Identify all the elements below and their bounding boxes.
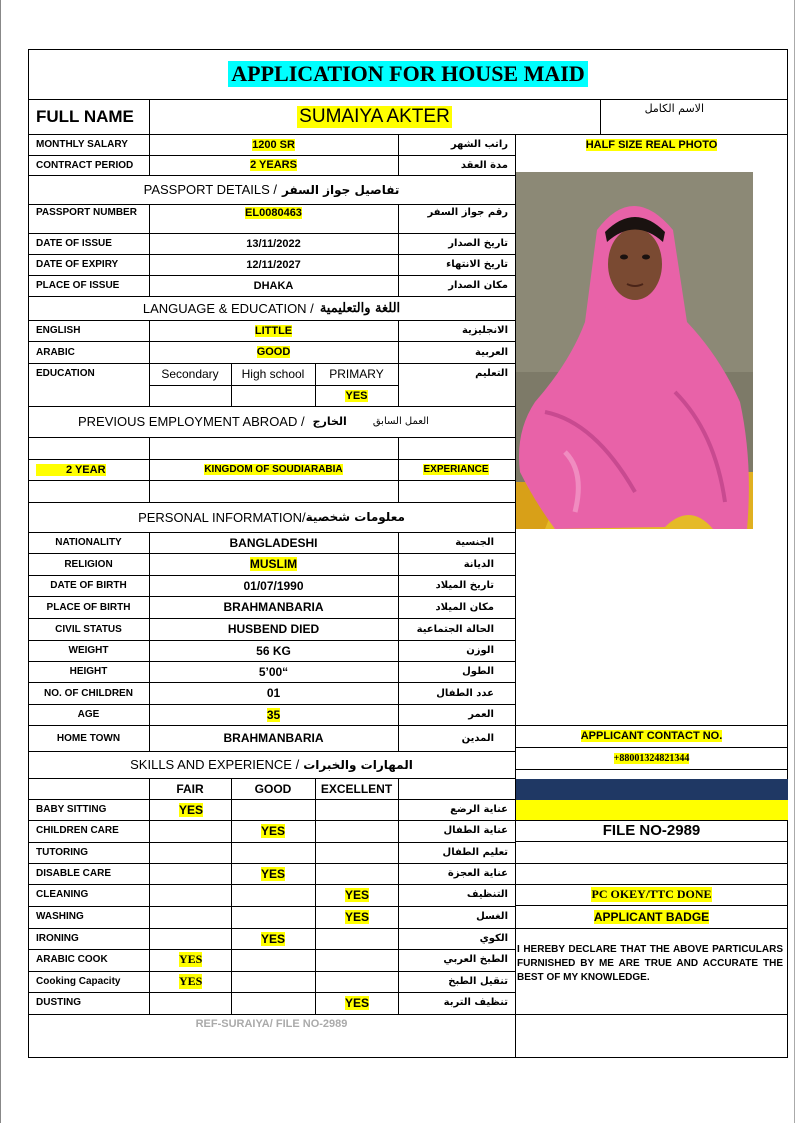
passport-row-label: PLACE OF ISSUE bbox=[36, 280, 120, 291]
grid-line bbox=[28, 155, 515, 156]
pc-status-cell bbox=[515, 884, 788, 905]
personal-row-arabic: الوزن bbox=[466, 645, 494, 656]
skill-rating-cell bbox=[149, 884, 231, 905]
personal-row-value-cell bbox=[149, 575, 398, 596]
contract-arabic: مدة العقد bbox=[460, 159, 508, 171]
contract-value: 2 YEARS bbox=[250, 159, 297, 171]
skill-rating-cell bbox=[315, 863, 398, 884]
passport-row-value-cell bbox=[149, 204, 398, 233]
grid-line bbox=[28, 884, 515, 885]
grid-line bbox=[28, 949, 515, 950]
skill-row-arabic: عناية الطفال bbox=[443, 825, 508, 836]
grid-line bbox=[28, 751, 515, 752]
grid-line bbox=[149, 437, 150, 502]
grid-line bbox=[28, 553, 515, 554]
grid-line bbox=[398, 437, 399, 502]
grid-line bbox=[28, 971, 515, 972]
grid-line bbox=[28, 320, 515, 321]
skill-rating-cell bbox=[231, 928, 315, 949]
skill-rating-excellent: YES bbox=[345, 995, 370, 1010]
grid-line bbox=[149, 99, 150, 134]
grid-line bbox=[28, 682, 515, 683]
employment-type-cell bbox=[398, 459, 514, 480]
grid-line bbox=[515, 841, 788, 842]
passport-header-en: PASSPORT DETAILS / bbox=[143, 182, 278, 197]
passport-row-arabic: رقم جواز السفر bbox=[427, 207, 508, 218]
grid-line bbox=[231, 363, 232, 406]
arabic-lang-value: GOOD bbox=[256, 346, 291, 358]
passport-row-value-cell bbox=[149, 254, 398, 275]
skill-rating-cell bbox=[149, 820, 231, 841]
grid-line bbox=[398, 778, 399, 1014]
grid-line bbox=[28, 575, 515, 576]
personal-row-value-cell bbox=[149, 682, 398, 704]
grid-line bbox=[28, 406, 515, 407]
skill-rating-fair: YES bbox=[179, 802, 204, 817]
skill-rating-cell bbox=[231, 820, 315, 841]
employment-period: 2 YEAR bbox=[36, 464, 106, 476]
personal-row-value-cell bbox=[149, 725, 398, 751]
personal-row-value-cell bbox=[149, 553, 398, 575]
skill-row-label: DISABLE CARE bbox=[36, 868, 112, 879]
skill-rating-good: YES bbox=[261, 866, 286, 881]
personal-row-label: DATE OF BIRTH bbox=[50, 580, 127, 591]
skill-rating-cell bbox=[231, 906, 315, 927]
passport-row-label: DATE OF EXPIRY bbox=[36, 259, 119, 270]
skill-row-label: ARABIC COOK bbox=[36, 954, 108, 965]
grid-line bbox=[28, 906, 515, 907]
skill-rating-cell bbox=[149, 842, 231, 863]
personal-row-label: NO. OF CHILDREN bbox=[44, 687, 133, 699]
grid-line bbox=[28, 459, 515, 460]
grid-line bbox=[28, 596, 515, 597]
personal-row-value: 5’00“ bbox=[258, 664, 289, 679]
skill-rating-cell bbox=[231, 971, 315, 992]
applicant-badge: APPLICANT BADGE bbox=[593, 910, 710, 924]
personal-row-value: BANGLADESHI bbox=[229, 535, 318, 550]
skill-row-label: BABY SITTING bbox=[36, 804, 107, 815]
grid-line bbox=[28, 661, 515, 662]
education-level-high-school: High school bbox=[241, 367, 305, 381]
skill-rating-cell bbox=[315, 884, 398, 905]
grid-line bbox=[28, 437, 515, 438]
skill-rating-cell bbox=[149, 992, 231, 1013]
contact-label-cell bbox=[515, 725, 788, 747]
salary-cell bbox=[149, 134, 398, 155]
skills-header-en: SKILLS AND EXPERIENCE / bbox=[130, 757, 300, 772]
passport-header bbox=[28, 175, 515, 204]
grid-line bbox=[231, 778, 232, 1014]
grid-line bbox=[28, 296, 515, 297]
passport-row-label: PASSPORT NUMBER bbox=[36, 207, 137, 218]
passport-row-value: 12/11/2027 bbox=[246, 258, 301, 271]
education-label: EDUCATION bbox=[36, 368, 95, 379]
employment-header-en: PREVIOUS EMPLOYMENT ABROAD / bbox=[78, 414, 305, 429]
education-level-primary: PRIMARY bbox=[329, 367, 384, 381]
skill-rating-cell bbox=[231, 992, 315, 1013]
grid-line bbox=[515, 863, 788, 864]
language-header-en: LANGUAGE & EDUCATION / bbox=[142, 300, 314, 316]
page-title: APPLICATION FOR HOUSE MAID bbox=[228, 61, 587, 87]
salary-label: MONTHLY SALARY bbox=[36, 139, 128, 150]
employment-header bbox=[78, 406, 515, 437]
skill-rating-cell bbox=[315, 842, 398, 863]
grid-line bbox=[28, 992, 515, 993]
grid-line bbox=[28, 275, 515, 276]
skill-rating-cell bbox=[231, 799, 315, 820]
personal-row-value: 01 bbox=[266, 686, 281, 700]
personal-row-value-cell bbox=[149, 618, 398, 640]
grid-line bbox=[149, 320, 150, 406]
grid-line bbox=[28, 134, 788, 135]
personal-row-arabic: الحالة الجتماعية bbox=[416, 623, 494, 635]
full-name-label: FULL NAME bbox=[36, 106, 134, 126]
skill-row-arabic: عناية الرضع bbox=[450, 804, 508, 815]
personal-row-value: 35 bbox=[266, 707, 281, 722]
contract-label: CONTRACT PERIOD bbox=[36, 159, 134, 171]
applicant-photo bbox=[515, 172, 753, 529]
skill-row-arabic: الكوي bbox=[479, 933, 508, 944]
grid-line bbox=[149, 134, 150, 175]
salary-value: 1200 SR bbox=[252, 138, 295, 151]
grid-line bbox=[28, 799, 515, 800]
passport-row-arabic: مكان الصدار bbox=[448, 280, 508, 291]
education-arabic: التعليم bbox=[475, 367, 508, 379]
skill-rating-good: YES bbox=[261, 931, 286, 946]
skill-rating-cell bbox=[231, 949, 315, 970]
grid-line bbox=[28, 99, 788, 100]
passport-row-label: DATE OF ISSUE bbox=[36, 238, 112, 249]
skill-rating-fair: YES bbox=[179, 952, 203, 966]
passport-row-value: DHAKA bbox=[253, 279, 294, 292]
full-name-arabic: الاسم الكامل bbox=[644, 101, 704, 115]
grid-line bbox=[398, 532, 399, 751]
passport-row-value-cell bbox=[149, 233, 398, 254]
skill-rating-cell bbox=[315, 799, 398, 820]
grid-line bbox=[28, 618, 515, 619]
grid-line bbox=[28, 820, 515, 821]
grid-line bbox=[28, 725, 515, 726]
skill-rating-cell bbox=[149, 863, 231, 884]
personal-row-arabic: العمر bbox=[468, 709, 494, 720]
contact-number-cell bbox=[515, 748, 788, 769]
skill-rating-cell bbox=[149, 971, 231, 992]
passport-row-value: 13/11/2022 bbox=[246, 237, 301, 250]
navy-bar bbox=[515, 779, 788, 800]
skill-row-label: TUTORING bbox=[36, 847, 89, 858]
employment-country: KINGDOM OF SOUDIARABIA bbox=[204, 464, 343, 475]
personal-row-arabic: الطول bbox=[462, 666, 494, 677]
skill-rating-cell bbox=[231, 842, 315, 863]
grid-line bbox=[515, 905, 788, 906]
education-selected-cell bbox=[315, 385, 398, 406]
grid-line bbox=[515, 769, 788, 770]
pc-status: PC OKEY/TTC DONE bbox=[591, 887, 712, 901]
language-header bbox=[28, 296, 515, 320]
employment-type: EXPERIANCE bbox=[423, 464, 489, 475]
skill-rating-fair: YES bbox=[179, 974, 203, 988]
reference: REF-SURAIYA/ FILE NO-2989 bbox=[195, 1018, 348, 1030]
passport-row-arabic: تاريخ الصدار bbox=[448, 238, 508, 249]
grid-line bbox=[28, 863, 515, 864]
personal-row-arabic: عدد الطفال bbox=[436, 687, 494, 699]
skill-rating-cell bbox=[315, 928, 398, 949]
grid-line bbox=[28, 341, 515, 342]
full-name-value: SUMAIYA AKTER bbox=[299, 105, 450, 127]
grid-line bbox=[398, 204, 399, 296]
grid-line bbox=[28, 842, 515, 843]
passport-row-value-cell bbox=[149, 275, 398, 296]
salary-arabic: راتب الشهر bbox=[450, 139, 508, 150]
grid-line bbox=[149, 778, 150, 1014]
personal-row-value-cell bbox=[149, 640, 398, 661]
skills-header bbox=[28, 751, 515, 778]
grid-line bbox=[28, 363, 515, 364]
grid-line bbox=[600, 99, 601, 134]
skill-row-label: IRONING bbox=[36, 933, 79, 944]
grid-line bbox=[315, 778, 316, 1014]
passport-row-value: EL0080463 bbox=[245, 207, 302, 219]
grid-line bbox=[28, 204, 515, 205]
arabic-lang-arabic: العربية bbox=[475, 346, 508, 358]
passport-header-ar: تفاصيل جواز السفر bbox=[282, 182, 400, 197]
grid-line bbox=[149, 385, 398, 386]
file-no: FILE NO-2989 bbox=[602, 822, 701, 839]
personal-header-en: PERSONAL INFORMATION/ bbox=[138, 509, 306, 525]
skill-row-label: CHILDREN CARE bbox=[36, 825, 119, 836]
personal-row-label: AGE bbox=[77, 709, 100, 720]
skill-row-arabic: تعليم الطفال bbox=[442, 847, 508, 858]
photo-label-cell bbox=[515, 134, 788, 155]
grid-line bbox=[515, 134, 516, 175]
personal-row-value-cell bbox=[149, 704, 398, 725]
skill-row-arabic: الغسل bbox=[476, 911, 508, 922]
personal-row-arabic: الديانة bbox=[463, 558, 494, 570]
employment-header-ar2: العمل السابق bbox=[372, 416, 429, 427]
employment-header-ar1: الخارج bbox=[312, 415, 347, 428]
skill-rating-cell bbox=[149, 906, 231, 927]
skill-rating-cell bbox=[315, 949, 398, 970]
grid-line bbox=[515, 725, 788, 726]
personal-row-value: BRAHMANBARIA bbox=[223, 731, 324, 745]
personal-row-label: HOME TOWN bbox=[56, 732, 121, 744]
skill-row-arabic: تنظيف التربة bbox=[443, 997, 508, 1008]
photo-illustration bbox=[515, 172, 753, 529]
skill-rating-cell bbox=[149, 799, 231, 820]
grid-line bbox=[515, 928, 788, 929]
employment-country-cell bbox=[149, 459, 398, 480]
skill-rating-cell bbox=[315, 906, 398, 927]
arabic-lang-cell bbox=[149, 341, 398, 363]
skill-row-arabic: الطبخ العربي bbox=[443, 954, 508, 965]
skills-col-fair: FAIR bbox=[176, 781, 204, 796]
personal-row-value: 56 KG bbox=[256, 643, 291, 658]
grid-line bbox=[28, 175, 515, 176]
grid-line bbox=[28, 640, 515, 641]
personal-row-label: RELIGION bbox=[64, 558, 113, 570]
personal-row-value: MUSLIM bbox=[249, 557, 298, 571]
grid-line bbox=[28, 480, 515, 481]
personal-row-arabic: مكان الميلاد bbox=[435, 601, 494, 613]
skill-rating-cell bbox=[315, 971, 398, 992]
skill-rating-excellent: YES bbox=[345, 909, 370, 924]
grid-line bbox=[398, 134, 399, 175]
personal-row-value-cell bbox=[149, 532, 398, 553]
english-value: LITTLE bbox=[254, 324, 293, 337]
badge-cell bbox=[515, 906, 788, 928]
grid-line bbox=[28, 704, 515, 705]
arabic-lang-label: ARABIC bbox=[36, 346, 75, 358]
declaration: I HEREBY DECLARE THAT THE ABOVE PARTICULARS FURNISHED BY ME ARE TRUE AND ACCURATE THE BEST OF MY KNOWLEDGE. bbox=[517, 944, 783, 983]
personal-row-label: CIVIL STATUS bbox=[55, 623, 122, 635]
skill-rating-cell bbox=[231, 863, 315, 884]
employment-period-cell bbox=[36, 459, 149, 480]
grid-line bbox=[515, 1014, 788, 1015]
personal-row-arabic: المدين bbox=[461, 732, 494, 744]
grid-line bbox=[315, 363, 316, 406]
education-level-secondary: Secondary bbox=[161, 367, 219, 381]
personal-row-value-cell bbox=[149, 661, 398, 682]
contact-label: APPLICANT CONTACT NO. bbox=[580, 730, 723, 742]
skills-col-good: GOOD bbox=[254, 781, 292, 796]
grid-line bbox=[28, 928, 515, 929]
passport-row-arabic: تاريخ الانتهاء bbox=[446, 259, 508, 270]
photo-label: HALF SIZE REAL PHOTO bbox=[585, 138, 718, 151]
grid-line bbox=[28, 233, 515, 234]
personal-header-ar: معلومات شخصية bbox=[305, 510, 405, 524]
personal-row-arabic: تاريخ الميلاد bbox=[435, 580, 494, 591]
skill-rating-good: YES bbox=[261, 823, 286, 838]
english-arabic: الانجليزية bbox=[461, 325, 508, 336]
skill-rating-cell bbox=[315, 992, 398, 1013]
skill-row-arabic: تنقيل الطبخ bbox=[448, 976, 508, 987]
skill-row-label: Cooking Capacity bbox=[36, 976, 121, 987]
skill-row-arabic: عناية العجزة bbox=[447, 868, 508, 879]
english-label: ENGLISH bbox=[36, 325, 81, 336]
skills-col-excellent: EXCELLENT bbox=[320, 781, 393, 796]
yellow-bar bbox=[515, 800, 788, 820]
personal-row-value-cell bbox=[149, 596, 398, 618]
skill-row-label: CLEANING bbox=[36, 889, 89, 900]
personal-row-label: PLACE OF BIRTH bbox=[46, 601, 131, 613]
title-cell bbox=[28, 49, 788, 99]
personal-row-arabic: الجنسية bbox=[455, 537, 494, 548]
language-header-ar: اللغة والتعليمية bbox=[319, 300, 401, 316]
grid-line bbox=[28, 254, 515, 255]
grid-line bbox=[28, 778, 515, 779]
skill-rating-excellent: YES bbox=[345, 887, 370, 902]
grid-line bbox=[28, 502, 515, 503]
skill-row-arabic: التنظيف bbox=[466, 889, 508, 900]
grid-line bbox=[28, 1014, 515, 1015]
english-cell bbox=[149, 320, 398, 341]
grid-line bbox=[398, 320, 399, 406]
grid-line bbox=[515, 175, 516, 1058]
skill-rating-cell bbox=[149, 949, 231, 970]
personal-row-value: BRAHMANBARIA bbox=[223, 600, 324, 614]
personal-row-value: 01/07/1990 bbox=[243, 578, 304, 593]
grid-line bbox=[28, 532, 515, 533]
personal-row-label: NATIONALITY bbox=[55, 537, 122, 548]
skill-row-label: DUSTING bbox=[36, 997, 81, 1008]
grid-line bbox=[515, 747, 788, 748]
skill-rating-cell bbox=[315, 820, 398, 841]
personal-row-label: WEIGHT bbox=[68, 645, 109, 656]
personal-header bbox=[28, 502, 515, 532]
skill-rating-cell bbox=[231, 884, 315, 905]
full-name-cell bbox=[149, 99, 600, 134]
contract-cell bbox=[149, 155, 398, 175]
personal-row-label: HEIGHT bbox=[69, 666, 108, 677]
skills-header-ar: المهارات والخبرات bbox=[303, 757, 413, 772]
skill-rating-cell bbox=[149, 928, 231, 949]
grid-line bbox=[515, 820, 788, 821]
skill-row-label: WASHING bbox=[36, 911, 84, 922]
contact-number: +88001324821344 bbox=[613, 753, 690, 764]
grid-line bbox=[149, 204, 150, 296]
grid-line bbox=[149, 532, 150, 751]
grid-line bbox=[515, 884, 788, 885]
education-selected: YES bbox=[345, 389, 368, 402]
personal-row-value: HUSBEND DIED bbox=[227, 622, 320, 636]
